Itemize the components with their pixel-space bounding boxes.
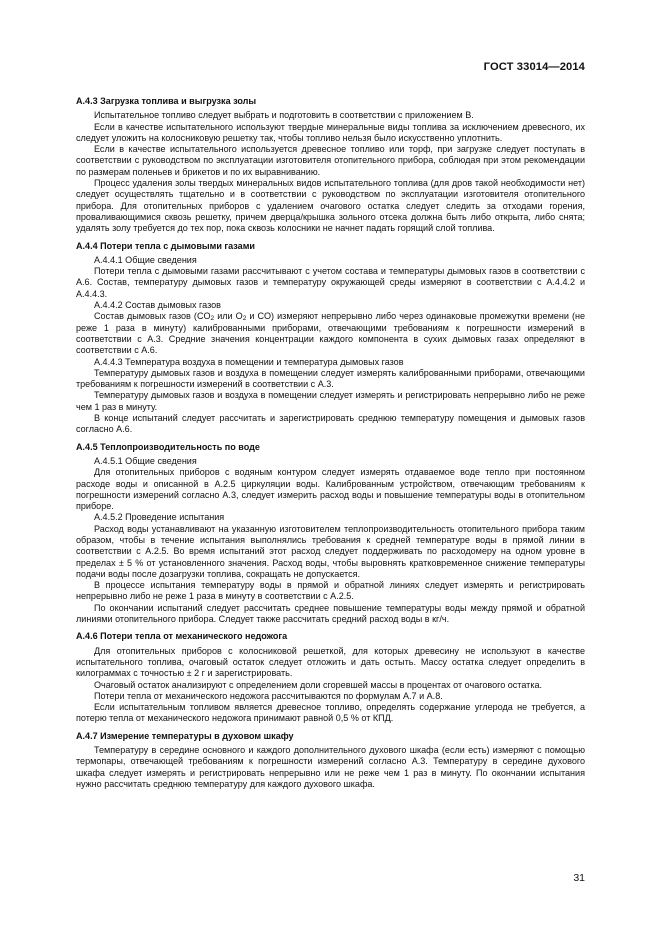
subsection-heading: А.4.5.2 Проведение испытания [94, 512, 225, 523]
paragraph: Для отопительных приборов с водяным контуром следует измерять отдаваемое воде тепло при постоянном расходе воды и описанной в А.2.5 циркуляции воды. Калиброванным устройством, отвечающим требованиям к погрешности измерений согласно А.3, следует измерить расход воды и повышение температуры воды в отопительном приборе. [76, 467, 585, 512]
paragraph: Процесс удаления золы твердых минеральных видов испытательного топлива (для дров такой необходимости нет) следует осуществлять тщательно и в соответствии с руководством по эксплуатации изготовителя отопительного прибора. Для отопительных приборов с удалением очагового остатка следует следить за отходами горения, проваливающимися сквозь решетку, причем дверца/крышка зольного отсека должна быть либо открыта, либо снята; удалять золу требуется до тех пор, пока сквозь колосники не начнет падать горящий слой топлива. [76, 178, 585, 234]
section-heading: А.4.5 Теплопроизводительность по воде [76, 441, 260, 452]
subsection-heading: А.4.4.3 Температура воздуха в помещении и температура дымовых газов [94, 356, 404, 367]
paragraph: Расход воды устанавливают на указанную изготовителем теплопроизводительность отопительного прибора таким образом, чтобы в течение испытания выполнялись требования к средней температуре воды в прямой линии в соответствии с А.2.5. Во время испытаний этот расход следует поддерживать по расходомеру на одном уровне в пределах ± 5 % от установленного значения. Расход воды, чтобы выровнять кратковременное снижение температуры подачи воды после дозагрузки топлива, сокращать не допускается. [76, 523, 585, 579]
section-heading: А.4.7 Измерение температуры в духовом шкафу [76, 730, 294, 741]
section-heading: А.4.4 Потери тепла с дымовыми газами [76, 240, 255, 251]
subsection-heading: А.4.4.2 Состав дымовых газов [94, 300, 221, 311]
paragraph: Потери тепла от механического недожога рассчитываются по формулам А.7 и А.8. [94, 690, 443, 701]
document-code: ГОСТ 33014—2014 [483, 61, 585, 73]
paragraph: Температуру дымовых газов и воздуха в помещении следует измерять и регистрировать непрерывно либо не реже чем 1 раз в минуту. [76, 390, 585, 412]
paragraph: Очаговый остаток анализируют с определением доли сгоревшей массы в процентах от очагового остатка. [94, 679, 543, 690]
paragraph: Испытательное топливо следует выбрать и подготовить в соответствии с приложением В. [94, 110, 474, 121]
paragraph: Если испытательным топливом является древесное топливо, определять содержание углерода не требуется, а потерю тепла от механического недожога принимают равной 0,5 % от КПД. [76, 702, 585, 724]
paragraph: Если в качестве испытательного используют твердые минеральные виды топлива за исключением древесного, их следует уложить на колосниковую решетку так, чтобы топливо нельзя было искусственно уплотнить. [76, 121, 585, 143]
paragraph: Потери тепла с дымовыми газами рассчитывают с учетом состава и температуры дымовых газов в соответствии с А.6. Состав, температуру дымовых газов и температуру окружающей среды измеряют в соответствии с А.4.4.2 и А.4.4.3. [76, 266, 585, 299]
paragraph: Для отопительных приборов с колосниковой решеткой, для которых древесину не используют в качестве испытательного топлива, очаговый остаток следует отложить и дать остыть. Массу остатка следует определить в килограммах с точностью ± 2 г и зарегистрировать. [76, 645, 585, 679]
section-a447 [76, 731, 585, 790]
section-a443 [76, 96, 585, 235]
paragraph [76, 311, 585, 356]
paragraph: В конце испытаний следует рассчитать и зарегистрировать среднюю температуру помещения и дымовых газов согласно А.6. [76, 413, 585, 435]
section-heading: А.4.3 Загрузка топлива и выгрузка золы [76, 96, 257, 106]
text-run: или O [214, 311, 243, 322]
section-a446 [76, 631, 585, 724]
subsection-heading: А.4.4.1 Общие сведения [94, 254, 197, 265]
text-run: и CO) измеряют непрерывно либо через одинаковые промежутки времени (не реже 1 раза в минуту) калиброванными приборами, отвечающими требованиям к погрешности измерений в соответствии с А.3. Средние значения концентрации каждого компонента в сухих дымовых газах определяют в соответствии с А.6. [76, 311, 585, 356]
paragraph: Температуру в середине основного и каждого дополнительного духового шкафа (если есть) измеряют с помощью термопары, отвечающей требованиям к погрешности измерений согласно А.3. Температуру в середине духового шкафа следует измерять и регистрировать непрерывно или не реже чем 1 раз в минуту. По окончании испытания нужно рассчитать среднюю температуру для каждого духового шкафа. [76, 745, 585, 789]
text-run: Состав дымовых газов (CO [94, 311, 211, 322]
subsection-heading: А.4.5.1 Общие сведения [94, 455, 197, 466]
paragraph: Если в качестве испытательного используется древесное топливо или торф, при загрузке следует поступать в соответствии с руководством по эксплуатации изготовителя отопительного прибора, соблюдая при этом рекомендации по размерам поленьев и брикетов и по их выравниванию. [76, 144, 585, 177]
subscript: 2 [210, 315, 215, 323]
paragraph: Температуру дымовых газов и воздуха в помещении следует измерять калиброванными приборами, отвечающими требованиям к погрешности измерений в соответствии с А.3. [76, 367, 585, 390]
section-a445 [76, 442, 585, 626]
section-heading: А.4.6 Потери тепла от механического недожога [76, 631, 288, 642]
section-a444 [76, 241, 585, 436]
paragraph: В процессе испытания температуру воды в прямой и обратной линиях следует измерять и регистрировать непрерывно либо не реже 1 раза в минуту в соответствии с А.2.5. [76, 580, 585, 602]
paragraph: По окончании испытаний следует рассчитать среднее повышение температуры воды между прямой и обратной линиями отопительного прибора. Следует также рассчитать средний расход воды в кг/ч. [76, 602, 585, 625]
page-number: 31 [573, 872, 585, 884]
subscript: 2 [242, 315, 247, 323]
